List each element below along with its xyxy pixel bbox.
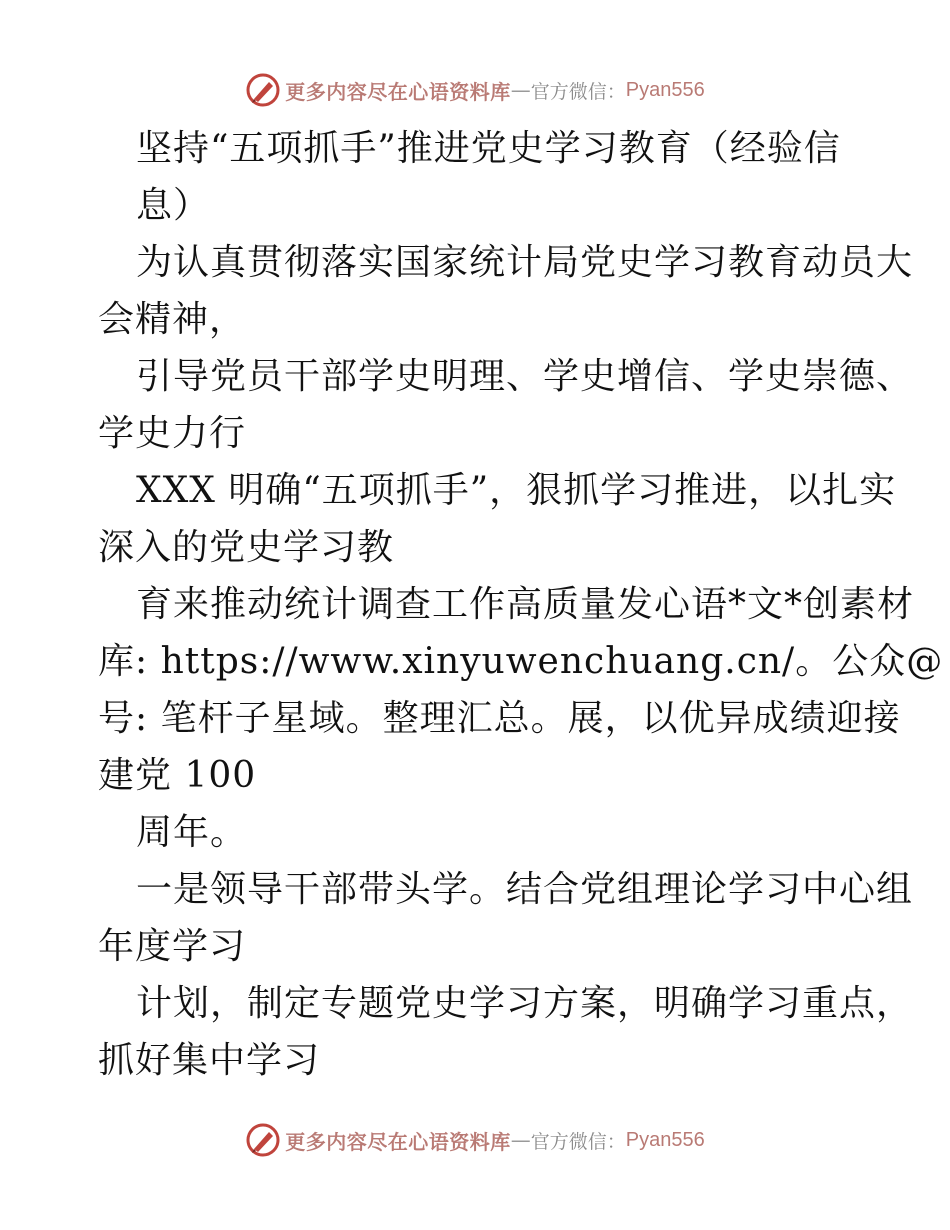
doc-line: 为认真贯彻落实国家统计局党史学习教育动员大	[136, 242, 914, 283]
footer-wechat-id: Pyan556	[625, 1128, 705, 1151]
doc-line: XXX 明确“五项抓手”，狠抓学习推进，以扎实	[136, 470, 897, 511]
doc-line: 建党 100	[98, 755, 257, 796]
doc-line: 年度学习	[98, 926, 247, 967]
doc-line: 一是领导干部带头学。结合党组理论学习中心组	[136, 869, 914, 910]
doc-line: 抓好集中学习	[98, 1040, 321, 1081]
document-body	[98, 120, 944, 1089]
footer-dash: —	[510, 1128, 531, 1152]
footer-promo-text: 更多内容尽在心语资料库	[285, 1129, 511, 1154]
header-dash: —	[510, 78, 531, 102]
doc-line: 周年。	[136, 812, 248, 853]
header-watermark-banner	[0, 70, 950, 110]
doc-line-url: 库: https://www.xinyuwenchuang.cn/。公众@	[98, 641, 944, 682]
doc-line: 号: 笔杆子星域。整理汇总。展，以优异成绩迎接	[98, 698, 901, 739]
header-wechat-id: Pyan556	[625, 78, 705, 101]
doc-line: 会精神，	[98, 299, 247, 340]
doc-title-line-1: 坚持“五项抓手”推进党史学习教育（经验信	[136, 128, 841, 169]
footer-watermark-banner	[0, 1120, 950, 1160]
doc-line: 育来推动统计调查工作高质量发心语*文*创素材	[136, 584, 915, 625]
doc-line: 学史力行	[98, 413, 247, 454]
pen-logo-icon	[245, 72, 281, 108]
doc-line: 计划，制定专题党史学习方案，明确学习重点，	[136, 983, 914, 1024]
header-promo-text: 更多内容尽在心语资料库	[285, 79, 511, 104]
doc-line: 深入的党史学习教	[98, 527, 395, 568]
doc-line: 引导党员干部学史明理、学史增信、学史崇德、	[136, 356, 914, 397]
footer-wechat-label: 官方微信：	[530, 1130, 626, 1153]
header-wechat-label: 官方微信：	[530, 80, 626, 103]
pen-logo-icon	[245, 1122, 281, 1158]
doc-title-line-2: 息）	[136, 185, 211, 226]
